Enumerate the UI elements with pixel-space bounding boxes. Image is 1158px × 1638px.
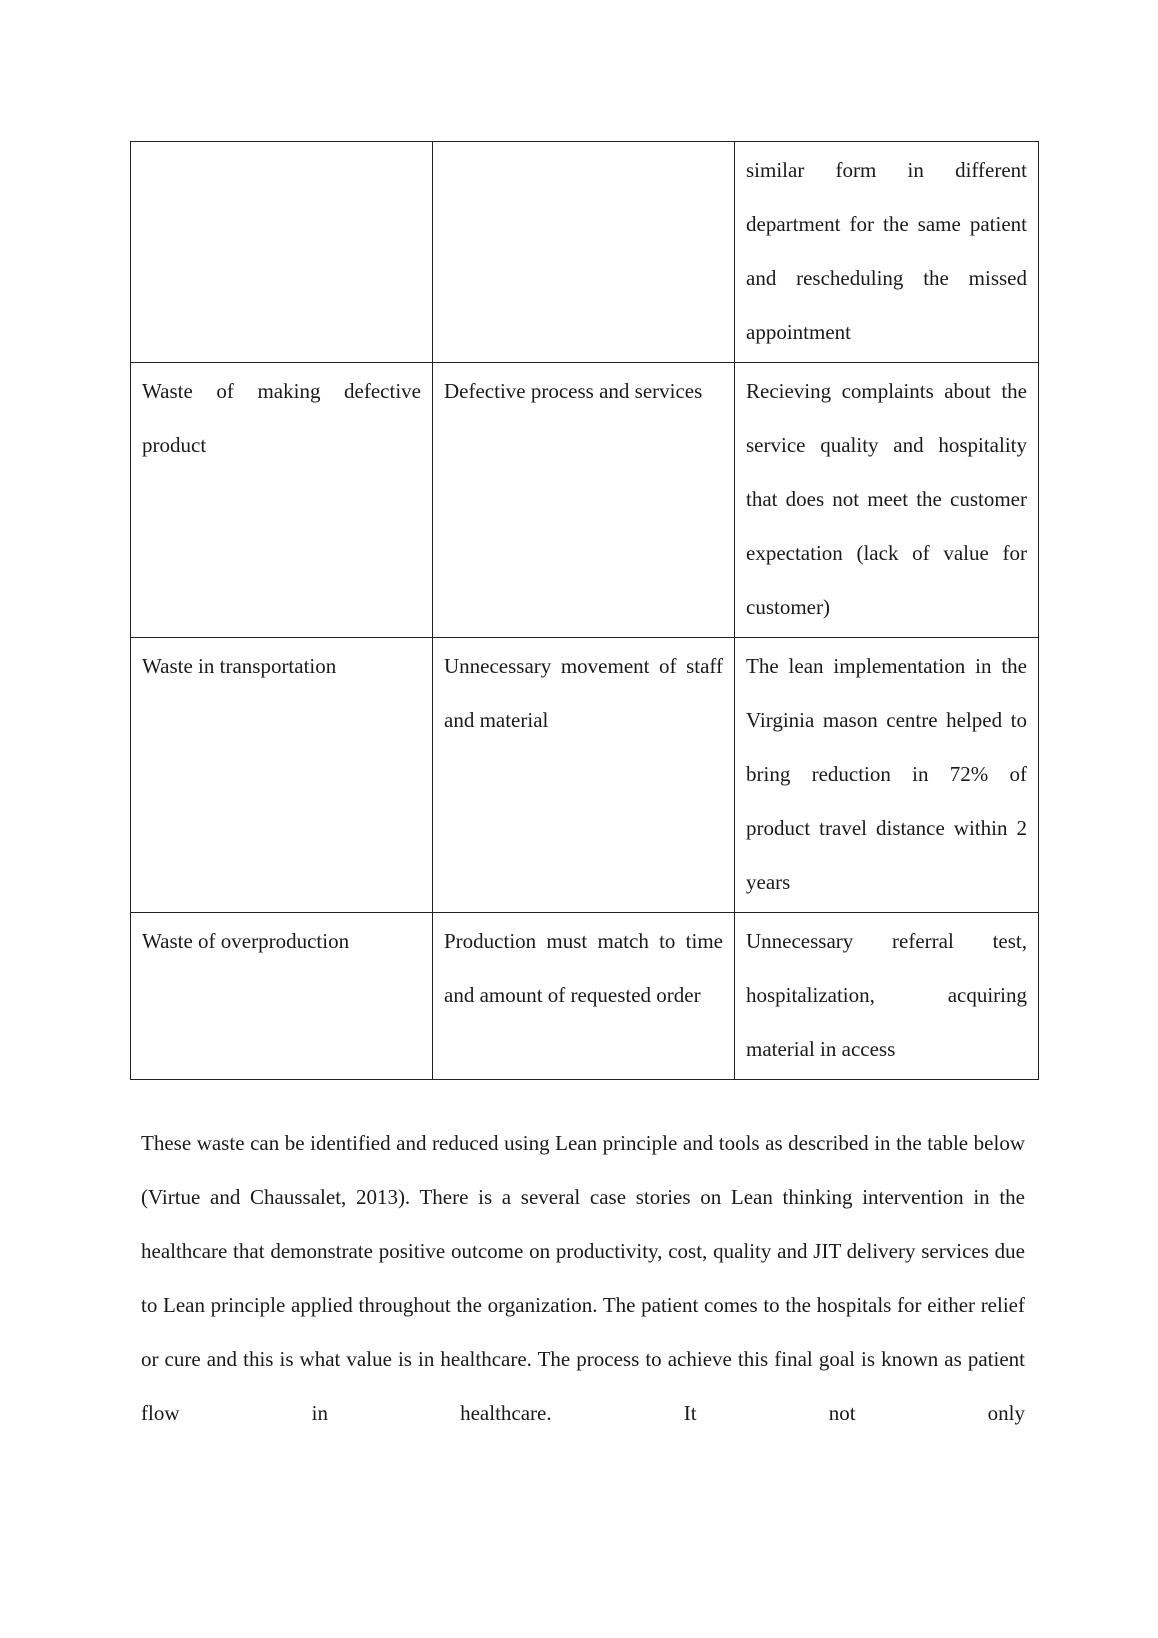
waste-description-cell: Defective process and services bbox=[433, 363, 735, 638]
waste-type-cell: Waste of overproduction bbox=[131, 913, 433, 1080]
waste-example-cell: The lean implementation in the Virginia mason centre helped to bring reduction in 72% of product travel distance within 2 years bbox=[735, 638, 1039, 913]
waste-example-cell: Recieving complaints about the service quality and hospitality that does not meet the customer expectation (lack of value for customer) bbox=[735, 363, 1039, 638]
waste-description-cell: Production must match to time and amount of requested order bbox=[433, 913, 735, 1080]
waste-type-cell: Waste of making defective product bbox=[131, 363, 433, 638]
waste-description-cell bbox=[433, 142, 735, 363]
table-row bbox=[131, 638, 1039, 913]
table-row bbox=[131, 142, 1039, 363]
table-row bbox=[131, 913, 1039, 1080]
waste-example-cell: similar form in different department for the same patient and rescheduling the missed appointment bbox=[735, 142, 1039, 363]
waste-example-cell: Unnecessary referral test, hospitalization, acquiring material in access bbox=[735, 913, 1039, 1080]
body-paragraph: These waste can be identified and reduced using Lean principle and tools as described in the table below (Virtue and Chaussalet, 2013). There is a several case stories on Lean thinking intervention in the healthcare that demonstrate positive outcome on productivity, cost, quality and JIT delivery services due to Lean principle applied throughout the organization. The patient comes to the hospitals for either relief or cure and this is what value is in healthcare. The process to achieve this final goal is known as patient flow in healthcare. It not only bbox=[141, 1131, 1025, 1425]
waste-table bbox=[130, 141, 1039, 1080]
waste-description-cell: Unnecessary movement of staff and material bbox=[433, 638, 735, 913]
waste-type-cell: Waste in transportation bbox=[131, 638, 433, 913]
table-row bbox=[131, 363, 1039, 638]
waste-type-cell bbox=[131, 142, 433, 363]
